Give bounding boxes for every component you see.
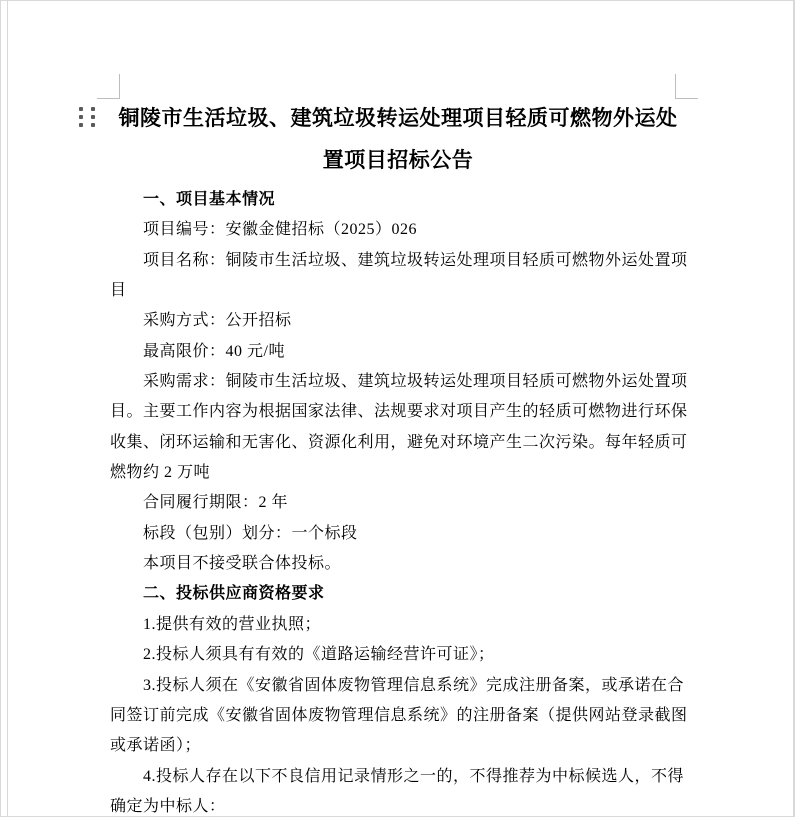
doc-line-project-no: 项目编号：安徽金健招标（2025）026: [143, 221, 418, 239]
drag-handle-dot: [79, 115, 83, 119]
doc-line-demand: 采购需求：铜陵市生活垃圾、建筑垃圾转运处理项目轻质可燃物外运处置项: [143, 373, 688, 391]
doc-line-project-name: 项目名称：铜陵市生活垃圾、建筑垃圾转运处理项目轻质可燃物外运处置项: [143, 251, 688, 269]
document-title: [110, 97, 686, 181]
page-right-edge: [793, 1, 794, 816]
doc-line: 燃物约 2 万吨: [110, 464, 211, 482]
doc-line-req-3: 3.投标人须在《安徽省固体废物管理信息系统》完成注册备案，或承诺在合: [143, 676, 685, 694]
drag-handle-dot: [91, 123, 95, 127]
doc-line-lot-division: 标段（包别）划分：一个标段: [143, 524, 358, 542]
section-heading-1: 一、项目基本情况: [143, 191, 276, 208]
doc-line-price-cap: 最高限价：40 元/吨: [143, 342, 285, 360]
drag-handle-dot: [91, 107, 95, 111]
drag-handle-dot: [79, 123, 83, 127]
doc-line: 目。主要工作内容为根据国家法律、法规要求对项目产生的轻质可燃物进行环保: [110, 403, 688, 421]
drag-handle-dot: [91, 115, 95, 119]
document-body: [110, 185, 688, 822]
drag-handle-dot: [79, 107, 83, 111]
doc-line: 确定为中标人：: [110, 797, 226, 815]
doc-line-contract-term: 合同履行期限：2 年: [143, 494, 289, 512]
doc-line: 收集、闭环运输和无害化、资源化利用，避免对环境产生二次污染。每年轻质可: [110, 433, 688, 451]
doc-line: 目: [110, 282, 127, 300]
doc-line-method: 采购方式：公开招标: [143, 312, 292, 330]
document-title-line-1: 铜陵市生活垃圾、建筑垃圾转运处理项目轻质可燃物外运处: [118, 106, 678, 130]
doc-line-req-2: 2.投标人须具有有效的《道路运输经营许可证》；: [143, 646, 495, 664]
doc-line-req-1: 1.提供有效的营业执照；: [143, 615, 322, 633]
doc-line: 或承诺函）；: [110, 737, 202, 755]
page-left-edge: [7, 1, 8, 816]
doc-line-no-consortium: 本项目不接受联合体投标。: [143, 555, 342, 573]
document-title-line-2: 置项目招标公告: [322, 148, 474, 172]
section-heading-2: 二、投标供应商资格要求: [143, 585, 325, 603]
margin-crop-mark-right: [675, 74, 698, 99]
doc-line: 同签订前完成《安徽省固体废物管理信息系统》的注册备案（提供网站登录截图: [110, 706, 688, 724]
margin-crop-mark-left: [97, 74, 120, 99]
paragraph-drag-handle-icon[interactable]: [79, 107, 95, 127]
doc-line-req-4: 4.投标人存在以下不良信用记录情形之一的，不得推荐为中标候选人，不得: [143, 767, 685, 785]
